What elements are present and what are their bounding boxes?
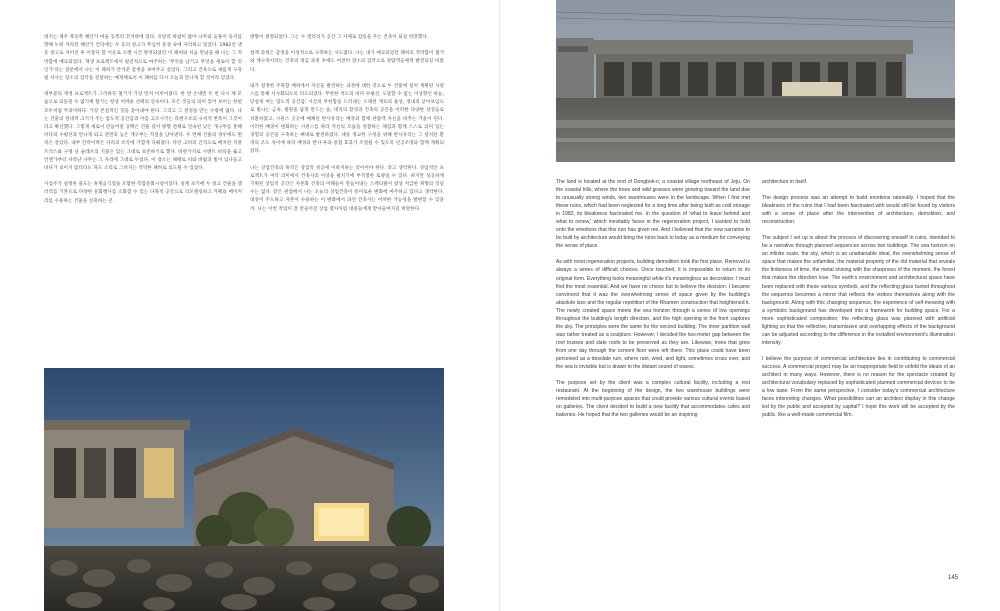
ko-paragraph: 설계 과정은 감정을 이성적으로 구축하는 시도였다. 나는 내가 매료되었던 폐허의 적막함이 철거와 재구축이라는 건축의 개입 과정 후에도 여전히 장소의 감각으로 관람객들에게 발견되길 바랐다.: [250, 51, 444, 73]
ko-paragraph: 대부분의 재생 프로젝트가 그러하듯 철거가 가장 먼저 이루어졌다. 한 번 손대면 두 번 다시 제 모습으로 되돌릴 수 없기에 철거는 항상 어려운 선택의 연속이다. 모든 것들의 의미 있어 보이는 한편 모두처럼 무의미하다. 가장 본질적인 것을 찾아내야 한다. 그리고 그 결정을 만는 수밖에 없다. 나는 건물의 절대적 크기가 주는 압도적 공간감과 이를 고조시키는 라멘구조의 규칙적 반복이 그것이라고 확신했다. 그렇게 새로이 만들어질 공백은 건물 길이 방향 전체로 연속된 낮은 개구부를 통해 바다의 수평선과 만나게 되고 전면의 높은 개구부는 적설을 남아낸다. 두 번째 건물의 경우에도 원칙은 같았다. 내부 칸막이벽은 자리의 조각에 가깝게 다뤄졌다. 다만 고비의 간격으로 배치된 지붕 트러스와 구멍 난 슬래브의 지붕은 있는 그대로 보존하기로 했다. 바란가지로 시멘트 바닥을 뚫고 언젠가부터 자라난 나무는 그 자리에 그대로 두었다. 이 장소는 때때로 비와 바람과 빛이 넘나들고 바다가 보이지 않더라도 파도 소리로 그려지는 적막한 폐허로 의도될 수 있었다.: [44, 92, 242, 172]
ko-paragraph: 방향이 결정되었다. 그는 두 갤러리가 공간 그 자체로 감동을 주는 건축이 되길 희망했다.: [250, 35, 429, 40]
en-paragraph: The subject I set up is about the process of discovering oneself in ruins, intended to be a narrative through planned sequences across two buildings. The sea horizon on an infinite scale, the sky, which is an unattainable ideal, the overwhelming sense of space that makes the unfamiliar, the material property of the old material that reveals the finiteness of time, the metal shining with the sharpness of the moment, the forest that makes the direction lose. The earth's environment and architectural space have been replaced with these various symbols, and the reflecting glass buried throughout the sequence becomes a mirror that reflects the visitors themselves along with the background. Along with this changing sequence, the experience of self-meaning with a symbolic background has developed into a framework for building space. For a more sophisticated composition, the reflecting glass was planned with artificial lighting so that the reflective, transmissive and overlapping effects of the background can be adjusted according to the difference in the installed environment's illumination intensity.: [762, 235, 955, 346]
en-paragraph: As with most regeneration projects, building demolition took the first place. Removal is always a series of difficult choices. Once touched, it is impossible to return to its original form. Everything looks meaningful while it's meaningless as decoration. I must find the most essential. And we have no choice but to believe the decision. I became convinced that it was the overwhelming sense of space given by the building's absolute size and the regular repetition of the Rhamen construction that heightened it. The newly created space meets the sea horizon through a series of low openings throughout the building's length direction, and the high opening in the front captures the sky. The principles were the same for the second building. The inner partition wall was rather treated as a sculpture. However, I decided the two-meter gap between the roof trusses and slate roofs to be preserved as they are. Likewise, trees that grew from one day through the cement floor were left there. This place could have been perceived as a desolate ruin, where rain, wind, and light, sometimes cross over, and the sea is invisible but is drawn to the distant sound of waves.: [556, 259, 750, 371]
photo-warehouse-daylight: [556, 0, 955, 162]
korean-column-1: [44, 34, 242, 214]
korean-column-2: [250, 34, 444, 222]
en-paragraph: The purpose set by the client was a complex cultural facility, including a rest restaurant. At the beginning of the design, the two warehouse buildings were remodeled into multi-purpose spaces that could provide various cultural events based on galleries. The client decided to build a new facility that accommodates cafes and bakeries. He hoped that the two galleries would be an inspiring: [556, 380, 750, 419]
english-column-1: [556, 178, 750, 427]
en-paragraph: architecture in itself.: [762, 179, 808, 185]
english-column-2: [762, 178, 955, 427]
en-paragraph: I believe the purpose of commercial architecture lies in contributing to commercial success. A commercial project may be an inappropriate field to unfold the ideals of an architect in many ways. However, there is no reason for the spectacle created by architectural vocabulary replaced by sophisticated planned commercial devices to be a low taste. From the same perspective, I consider today's commercial architecture faces interesting changes. What possibilities can an architect display in this change led by the public and accepted by capital? I hope this work will be accepted by the public, like a well-made commercial film.: [762, 355, 955, 419]
en-paragraph: The design process was an attempt to build emotions rationally. I hoped that the bleakness of the ruins that I had been fascinated with would still be found by visitors with a sense of place after the intervention of architecture, demolition, and reconstruction.: [762, 195, 955, 226]
spread-gutter: [499, 0, 501, 611]
ko-paragraph: 내가 설정한 주목할 배위에서 자신을 발견하는 과정에 대한 것으로 두 건물에 걸쳐 계획된 시퀀스를 통해 서사화되도록 의도되었다. 무한한 척도의 바다 수평선, 도달할 수 없는 이상향인 하늘, 닫설게 여는 압도적 공간감, 시간의 무한함을 드러내는 오래된 재료의 물성, 정내의 낮아보임으로 빛나는 금속, 빛원을 담게 만드는 숲, 대지의 환경과 건축의 공간을 이러한 다양한 상징들로 치환하였고, 시퀀스 곳곳에 메체된 반사유리는 배경과 함께 관람객 자신을 비추는 거울이 된다. 이러한 배경이 변화하는 시퀀스를 따라 자신의 모습을 성찰하는 체검과 함께 스스로 의미 있는 경험의 공간을 구축하는 뻐대로 발전하였다. 대둥 정교한 구성을 위해 반사유리는 그 설치된 환경의 조도 차이에 따라 배경의 반사·투과·중첩 효과가 조절될 수 있도록 인공조명과 함께 계획되었다.: [250, 83, 444, 155]
daylight-photo-illustration: [556, 0, 955, 162]
ko-paragraph: 시업주가 설정한 용도는 휴게음식점을 포함한 복합문화시설이었다. 설계 초기에 두 창고 건물을 갤러리를 기본으로 다양한 문화행사를 소화할 수 있는 다목적 공간으로 리모델링하고 카페와 베이커리를 수용하는 건물을 신축하는 큰: [44, 182, 242, 204]
en-paragraph: The land is located at the end of Dongbok-ri, a coastal village northeast of Jeju. On the coastal hills, where the trees and wild grasses were growing toward the land due to unusually strong winds, two warehouses were in the landscape. When I first met these ruins, which had been neglected for a long time after being built as cold storage in 1982, its bleakness fascinated me. In the question of 'what to leave behind and what to renew,' which inevitably faces in the regeneration project, I wanted to hold onto the emotions that this ruin has given me. And I believed that the new narrative to be built by architecture would bring the ruins back to today as a medium for conveying the sense of place.: [556, 179, 750, 250]
ko-paragraph: 나는 상업건축의 목적은 상업적 성공에 이바지하는 것이어야 한다. 라고 생각한다. 상업적인 프로젝트가 여러 의미에서 건축사의 이상을 펼치기에 부적절한 토양일 수 있다. 하지만 성공하게 기획된 상업적 공간은 자본화 건축의 이해들이 만들어내는 스펙터클이 항상 저급한 취향의 것일 수는 없다. 같은 관점에서 나는 오늘의 상업건축이 흥미로운 변화에 마주하고 있다고 생각한다. 대중이 주도하고 자본이 수용하는 이 변화에서 과연 건축사는 어떠한 가능성을 발현할 수 있을까. 나는 이번 작업이 잘 만들어진 상업 열차처럼 대중들에게 받아들여지길 희망한다.: [250, 165, 444, 212]
photo-warehouse-dusk: [44, 368, 444, 611]
ko-paragraph: 대지는 제주 북동쪽 해안가 마을 동복리 끝자락에 있다. 유달리 바람이 많아 나무와 들풀이 독지를 향해 누워 자라던 해안가 언덕에는 두 동의 창고가 무심히 풍경 속에 자리하고 있었다. 1982년 냉동 창고로 지어진 후 이렇다 할 이유로 오랜 시간 방치되었던 이 폐허와 처음 만났을 때 나는 그 적막함에 매료되었다. 재생 프로젝트에서 필연적으로 마주하는 '무엇을 남기고 무엇을 새로이 할 것인가'라는 질문에서 나는 이 폐허가 안겨준 감정을 보여주고 싶었다. 그리고 건축으로 새롭게 구축될 서사는 장소의 감각을 전달하는 매개체로서 이 폐허를 다시 오늘과 만나게 할 것이라 믿었다.: [44, 35, 242, 82]
page-number: 145: [947, 575, 958, 581]
dusk-photo-illustration: [44, 368, 444, 611]
